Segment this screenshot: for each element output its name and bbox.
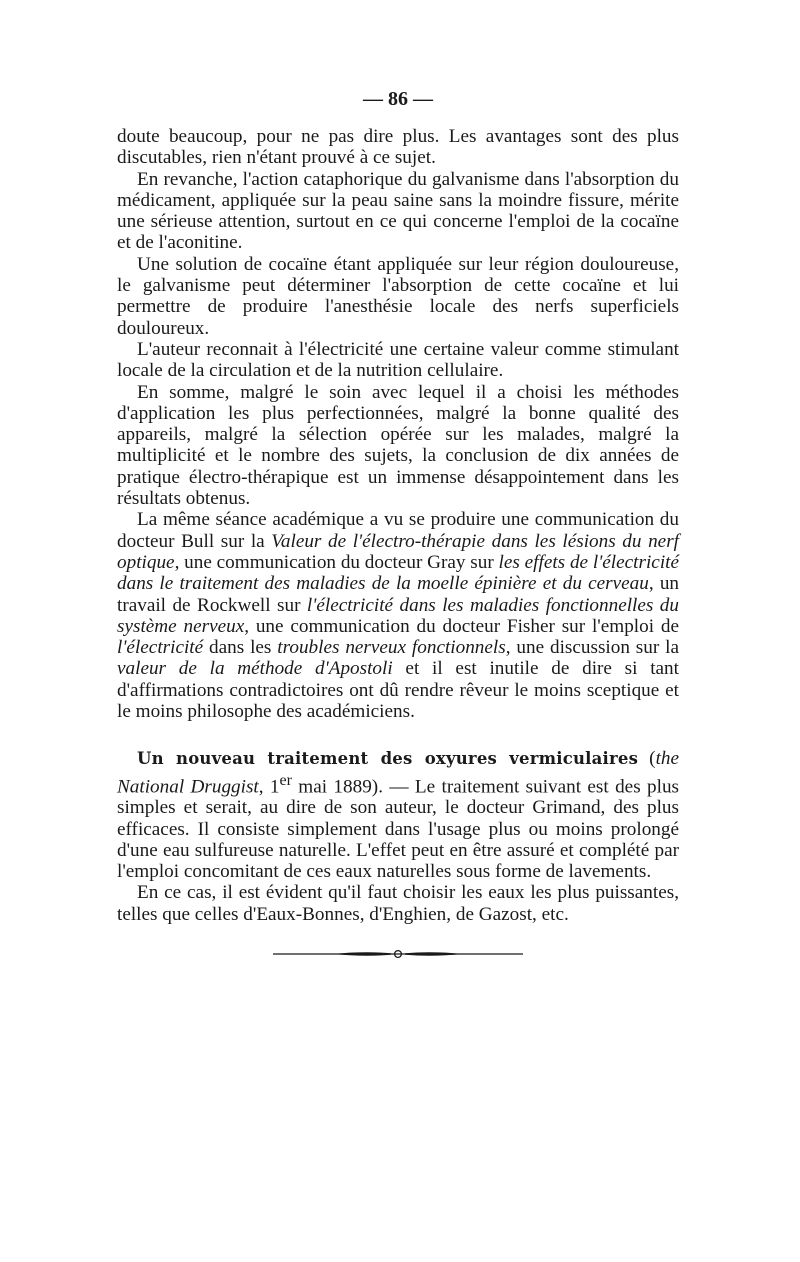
- paragraph-5: En somme, malgré le soin avec lequel il a choisi les méthodes d'application les plus perfectionnées, malgré la bonne qualité des appareils, malgré la sélection opérée sur les malades, malgré la multiplicité et le nombre des sujets, la conclusion de dix années de pratique électro-thérapique est un immense désappointement dans les résultats obtenus.: [117, 381, 679, 510]
- text-run: , 1: [258, 776, 280, 797]
- text-run: , un travail de Rockwell sur: [117, 573, 680, 616]
- italic-title: les effets de l'électricité dans le traitement des maladies de la moelle épinière et du cerveau: [117, 551, 679, 595]
- text-run: et il est inutile de dire si tant d'affirmations contradictoires ont dû rendre rêveur le moins sceptique et le moins philosophe des académiciens.: [117, 658, 679, 723]
- ordinal-suffix: er: [279, 771, 292, 789]
- text-run: , une communication du docteur Gray sur: [174, 551, 499, 573]
- paragraph-2: En revanche, l'action cataphorique du galvanisme dans l'absorption du médicament, appliquée sur la peau saine sans la moindre fissure, mérite une sérieuse attention, surtout en ce qui concerne l'emploi de la cocaïne et de l'aconitine.: [117, 168, 679, 254]
- italic-term: troubles nerveux fonctionnels: [277, 637, 506, 659]
- paragraph-1: doute beaucoup, pour ne pas dire plus. Les avantages sont des plus discutables, rien n'étant prouvé à ce sujet.: [117, 126, 679, 169]
- text-run: (: [638, 748, 656, 770]
- article-paragraph: [117, 748, 679, 882]
- italic-title: valeur de la méthode d'Apostoli: [117, 658, 393, 680]
- book-page: [117, 86, 679, 959]
- article-body: Le traitement suivant est des plus simples et serait, au dire de son auteur, le docteur Grimand, des plus efficaces. Il consiste simplement dans l'usage plus ou moins prolongé d'une eau sulfureuse naturelle. L'effet peut en être assuré et complété par l'emploi concomitant de ces eaux naturelles sous forme de lavements.: [117, 776, 680, 883]
- text-run: La même séance académique a vu se produire une communication du docteur Bull sur la: [117, 509, 679, 552]
- section-end-rule: [273, 949, 523, 959]
- page-number: — 86 —: [363, 88, 433, 110]
- paragraph-academy: [117, 509, 679, 722]
- article-paragraph-2: En ce cas, il est évident qu'il faut choisir les eaux les plus puissantes, telles que celles d'Eaux-Bonnes, d'Enghien, de Gazost, etc.: [117, 882, 679, 925]
- italic-term: l'électricité: [117, 637, 204, 659]
- text-run: dans les: [203, 637, 278, 659]
- paragraph-4: L'auteur reconnait à l'électricité une certaine valeur comme stimulant locale de la circulation et de la nutrition cellulaire.: [117, 338, 679, 382]
- italic-title: l'électricité dans les maladies fonctionnelles du système nerveux: [117, 594, 679, 637]
- text-run: , une communication du docteur Fisher sur l'emploi de: [244, 615, 679, 637]
- italic-title: Valeur de l'électro-thérapie dans les lésions du nerf optique: [117, 530, 679, 573]
- section-gap: [117, 722, 679, 748]
- ornament-rule-icon: [273, 949, 523, 959]
- article-title: Un nouveau traitement des oxyures vermiculaires: [137, 749, 639, 769]
- text-run: , une discussion sur la: [505, 637, 679, 659]
- text-run: mai 1889). —: [291, 776, 415, 797]
- article-source: the National Druggist: [117, 748, 680, 797]
- paragraph-3: Une solution de cocaïne étant appliquée sur leur région douloureuse, le galvanisme peut déterminer l'absorption de cette cocaïne et lui permettre de produire l'anesthésie locale des nerfs superficiels douloureux.: [117, 253, 679, 339]
